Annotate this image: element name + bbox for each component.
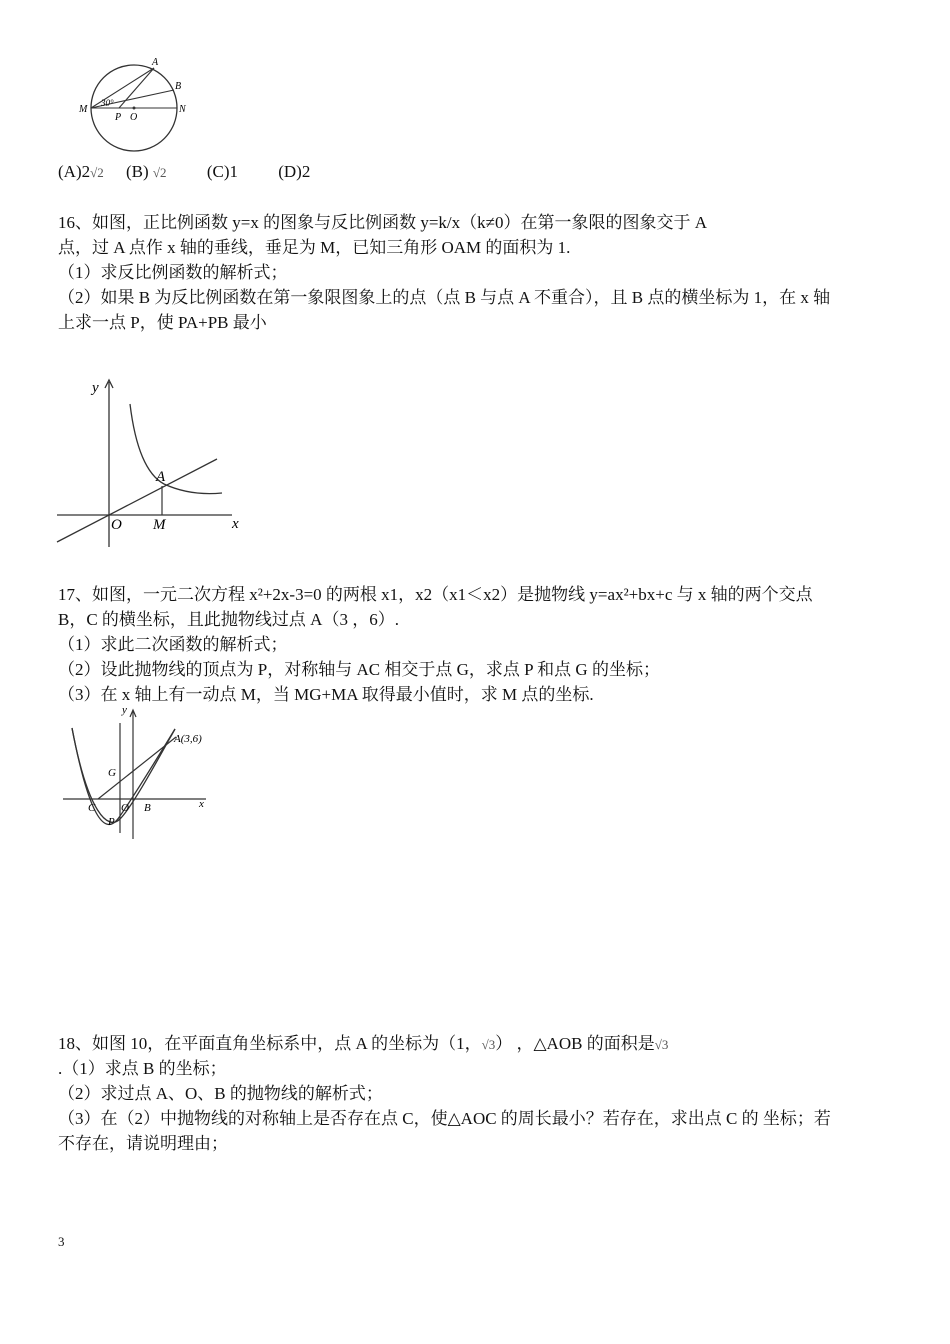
q17-fig-a-label: A(3,6) xyxy=(174,733,202,745)
q18-line-1-a: 18、如图 10，在平面直角坐标系中，点 A 的坐标为（1， xyxy=(58,1034,482,1053)
q18-line-5: 不存在，请说明理由； xyxy=(58,1134,228,1153)
fig15-label-a: A xyxy=(152,57,159,68)
q16-function-figure xyxy=(52,372,252,554)
q17-parabola-figure xyxy=(58,703,228,843)
option-a: (A)2 xyxy=(58,162,91,181)
q17-line-3: （1）求此二次函数的解析式； xyxy=(58,635,288,654)
q18-line-1 xyxy=(58,1033,668,1056)
q17-line-2: B，C 的横坐标，且此抛物线过点 A（3 ，6）. xyxy=(58,610,399,629)
fig15-label-b: B xyxy=(175,81,182,92)
q17-fig-g-label: G xyxy=(108,767,116,779)
option-a-radical: √2 xyxy=(90,165,104,180)
q15-options xyxy=(58,161,310,184)
fig15-label-angle: 30° xyxy=(101,98,114,108)
q16-line-3: （1）求反比例函数的解析式； xyxy=(58,263,288,282)
q16-fig-o-label: O xyxy=(111,517,122,533)
option-b: (B) xyxy=(126,162,149,181)
fig15-label-o: O xyxy=(130,112,138,123)
q17-fig-b-label: B xyxy=(144,802,151,814)
q17-line-5: （3）在 x 轴上有一动点 M，当 MG+MA 取得最小值时，求 M 点的坐标. xyxy=(58,685,594,704)
q18-radical-1: √3 xyxy=(481,1037,496,1052)
fig15-label-n: N xyxy=(179,104,186,115)
q16-line-5: 上求一点 P，使 PA+PB 最小 xyxy=(58,313,267,332)
q16-fig-y-label: y xyxy=(92,380,99,396)
option-c: (C)1 xyxy=(206,162,238,181)
q18-line-2: .（1）求点 B 的坐标； xyxy=(58,1059,227,1078)
q18-line-3: （2）求过点 A、O、B 的抛物线的解析式； xyxy=(58,1084,383,1103)
q18-line-4: （3）在（2）中抛物线的对称轴上是否存在点 C，使△AOC 的周长最小？若存在，求出点 C 的 坐标；若 xyxy=(58,1109,831,1128)
page-number: 3 xyxy=(58,1234,65,1249)
option-d: (D)2 xyxy=(278,162,311,181)
q18-radical-2: √3 xyxy=(654,1037,669,1052)
q17-fig-y-label: y xyxy=(122,704,127,716)
q17-line-4: （2）设此抛物线的顶点为 P，对称轴与 AC 相交于点 G，求点 P 和点 G 的坐标； xyxy=(58,660,660,679)
q17-fig-x-label: x xyxy=(199,798,204,810)
q17-fig-c-label: C xyxy=(88,802,96,814)
q17-line-1: 17、如图，一元二次方程 x²+2x-3=0 的两根 x1，x2（x1＜x2）是抛物线 y=ax²+bx+c 与 x 轴的两个交点 xyxy=(58,585,813,604)
q16-fig-m-label: M xyxy=(153,517,166,533)
circle-figure xyxy=(72,52,202,152)
fig15-label-m: M xyxy=(79,104,88,115)
fig15-label-p: P xyxy=(115,112,122,123)
q16-line-1: 16、如图，正比例函数 y=x 的图象与反比例函数 y=k/x（k≠0）在第一象限的图象交于 A xyxy=(58,213,708,232)
q18-line-1-b: ） ，△AOB 的面积是 xyxy=(495,1034,655,1053)
q17-fig-p-label: P xyxy=(108,816,115,828)
q16-fig-x-label: x xyxy=(232,516,239,532)
q16-line-4: （2）如果 B 为反比例函数在第一象限图象上的点（点 B 与点 A 不重合），且 B 点的横坐标为 1，在 x 轴 xyxy=(58,288,831,307)
q16-fig-a-label: A xyxy=(156,469,166,485)
option-b-radical: √2 xyxy=(152,165,167,180)
q17-fig-o-label: O xyxy=(121,802,129,814)
q16-line-2: 点，过 A 点作 x 轴的垂线，垂足为 M，已知三角形 OAM 的面积为 1. xyxy=(58,238,571,257)
